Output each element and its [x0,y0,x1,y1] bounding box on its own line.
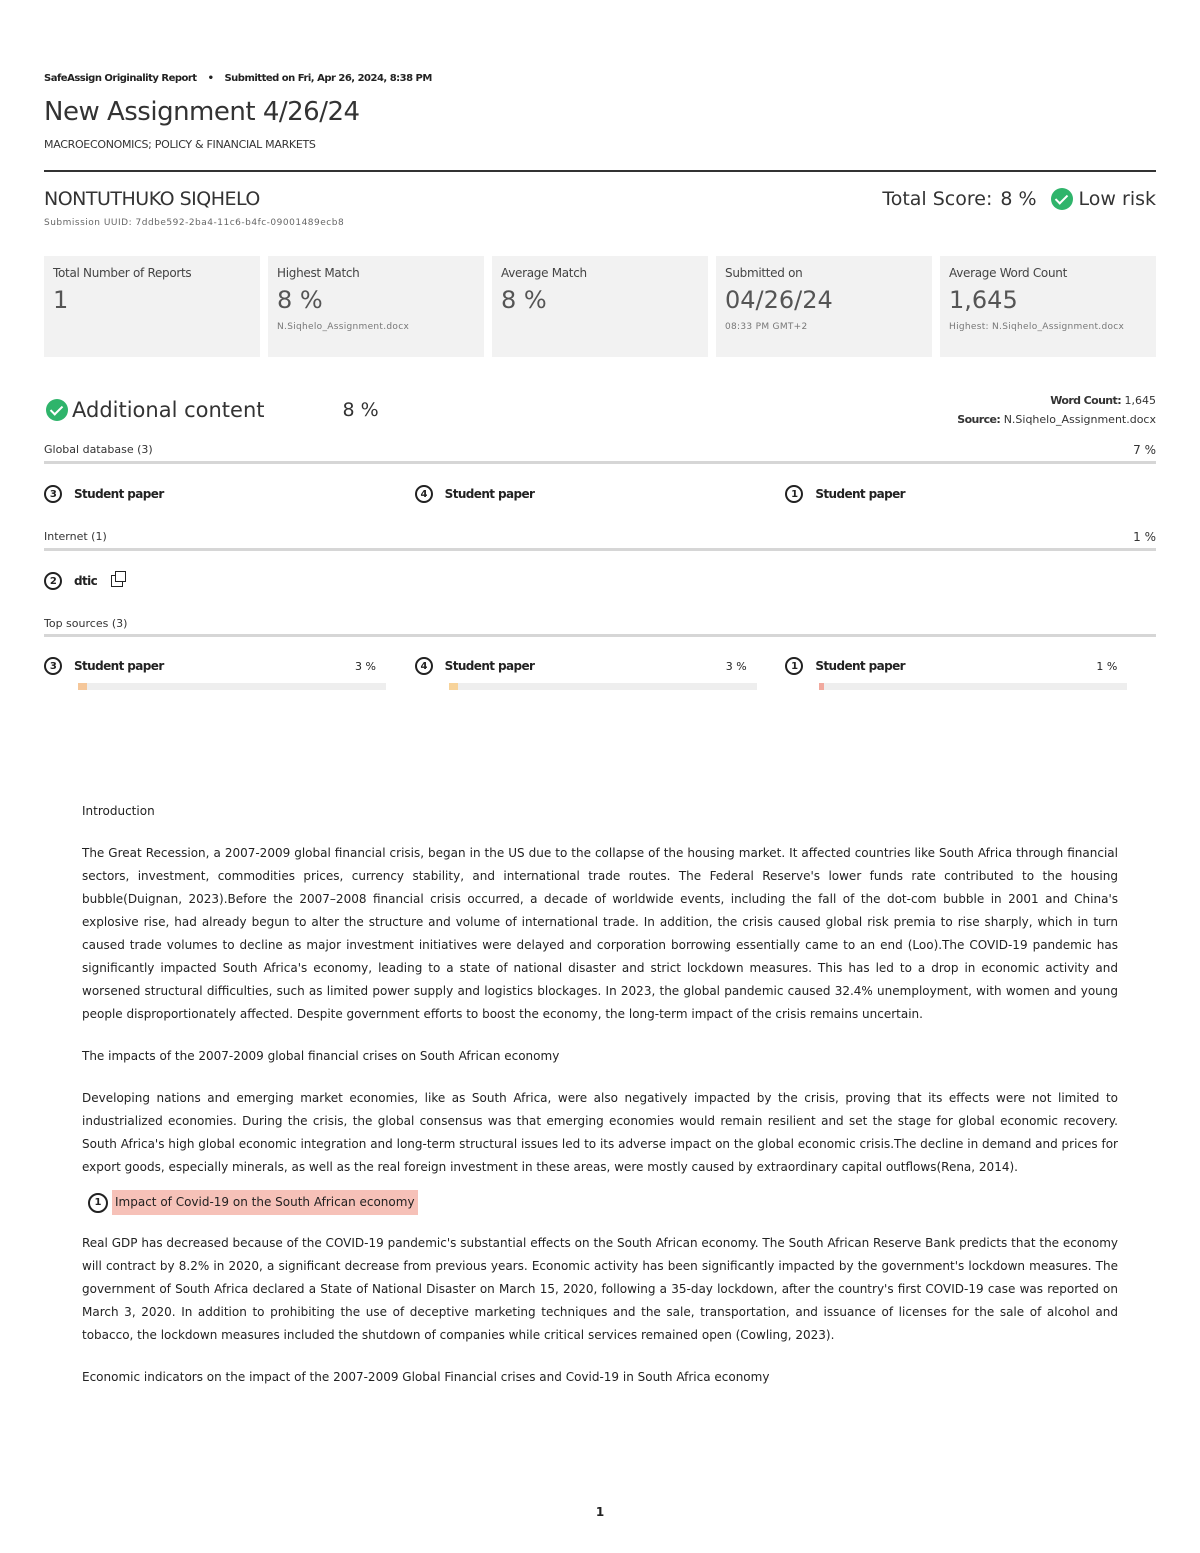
student-name: NONTUTHUKO SIQHELO [44,188,260,210]
page-number: 1 [595,1505,605,1519]
document-body [82,800,1118,1408]
source-number-badge: 1 [785,485,803,503]
card-label: Total Number of Reports [53,266,192,280]
source-item[interactable] [415,484,786,504]
card-value: 1 [53,286,69,314]
section-heading: The impacts of the 2007-2009 global financial crises on South African economy [82,1049,560,1063]
source-number-badge: 4 [415,485,433,503]
report-summary [44,60,1156,690]
source-item[interactable] [44,484,415,504]
card-value: 1,645 [949,286,1018,314]
card-label: Highest Match [277,266,360,280]
source-pct: 3 % [355,659,376,673]
card-value: 8 % [277,286,323,314]
source-number-badge: 3 [44,657,62,675]
paragraph: Developing nations and emerging market economies, like as South Africa, were also negatively impacted by the crisis, proving that its effects were not limited to industrialized economies. During the crisis, the global consensus was that emerging economies would remain resilient and set the stage for global economic recovery. South Africa's high global economic integration and long-term structural issues led to its adverse impact on the global economic crisis.The decline in demand and prices for export goods, especially minerals, as well as the real foreign investment in these areas, were mostly caused by extraordinary capital outflows(Rena, 2014). [82,1091,1118,1174]
submission-uuid: Submission UUID: 7ddbe592-2ba4-11c6-b4fc-09001489ecb8 [44,218,345,228]
top-sources-list [44,657,1156,690]
source-file[interactable]: N.Siqhelo_Assignment.docx [1003,413,1156,426]
additional-content-pct: 8 % [342,399,379,421]
top-source-item[interactable] [44,657,415,690]
report-meta [44,73,1156,84]
match-bar-fill [819,683,824,690]
global-database-label: Global database (3) [44,443,153,456]
card-value: 04/26/24 [725,286,833,314]
paragraph: Real GDP has decreased because of the COVID-19 pandemic's substantial effects on the South African economy. The South African Reserve Bank predicts that the economy will contract by 8.2% in 2020, a significant decrease from previous years. Economic activity has been significantly impacted by the government's lockdown measures. The government of South Africa declared a State of National Disaster on March 15, 2020, following a 35-day lockdown, after the country's first COVID-19 case was reported on March 3, 2020. In addition to prohibiting the use of deceptive marketing techniques and the sale, transportation, and issuance of licenses for the sale of alcohol and tobacco, the lockdown measures included the shutdown of companies while critical services remained open (Cowling, 2023). [82,1236,1118,1342]
additional-content-title: Additional content [72,398,265,422]
card-average-word-count [940,256,1156,357]
source-name: Student paper [815,487,905,501]
source-number-badge: 4 [415,657,433,675]
match-bar-fill [78,683,87,690]
source-name: Student paper [444,487,535,501]
divider [44,170,1156,172]
match-bar [78,683,386,690]
submitted-date: Submitted on Fri, Apr 26, 2024, 8:38 PM [224,73,432,84]
global-database-pct: 7 % [1133,443,1156,457]
highlighted-heading: Impact of Covid-19 on the South African economy [112,1190,418,1215]
global-database-header [44,443,1156,464]
match-bar-fill [449,683,458,690]
check-circle-icon [46,399,68,421]
risk-label: Low risk [1078,188,1156,210]
paragraph: The Great Recession, a 2007-2009 global financial crisis, began in the US due to the collapse of the housing market. It affected countries like South Africa through financial sectors, investment, commodities prices, currency stability, and international trade routes. The Federal Reserve's lower funds rate contributed to the housing bubble(Duignan, 2023).Before the 2007–2008 financial crisis occurred, a decade of worldwide events, including the fall of the dot-com bubble in 2001 and China's explosive rise, had already begun to alter the structure and volume of international trade. In addition, the crisis caused global risk premia to rise sharply, which in turn caused trade volumes to decline as major investment initiatives were delayed and corporation borrowing essentially came to an end (Loo).The COVID-19 pandemic has significantly impacted South Africa's economy, leading to a state of national disaster and strict lockdown measures. This has led to a drop in economic activity and worsened structural difficulties, such as limited power supply and logistics blockages. In 2023, the global pandemic caused 32.4% unemployment, with women and young people disproportionately affected. Despite government efforts to boost the economy, the long-term impact of the crisis remains uncertain. [82,846,1118,1021]
source-number-badge: 2 [44,572,62,590]
check-circle-icon [1051,188,1073,210]
section-heading: Economic indicators on the impact of the 2007-2009 Global Financial crises and Covid-19 in South Africa economy [82,1370,770,1384]
source-pct: 1 % [1096,659,1118,673]
report-name: SafeAssign Originality Report [44,73,197,84]
word-count-label: Word Count: [1050,394,1121,407]
source-name: Student paper [74,487,164,501]
source-item[interactable] [44,571,418,591]
card-label: Average Match [501,266,587,280]
card-average-match [492,256,708,357]
card-label: Average Word Count [949,266,1067,280]
stat-cards [44,256,1156,357]
matched-text[interactable] [88,1190,1118,1215]
card-highest-match [268,256,484,357]
source-name: Student paper [74,659,164,673]
internet-label: Internet (1) [44,530,107,543]
external-link-icon[interactable] [111,575,123,587]
source-number-badge: 1 [785,657,803,675]
source-item[interactable] [785,484,1156,504]
student-row [44,188,1156,228]
card-submitted-on [716,256,932,357]
additional-content-row [44,391,1156,429]
total-score [882,188,1156,210]
separator-dot: • [207,73,214,84]
card-sub: 08:33 PM GMT+2 [725,322,808,332]
match-bar [449,683,757,690]
source-name: dtic [74,574,98,588]
total-score-value: 8 % [1000,188,1037,210]
internet-sources [44,571,1156,591]
card-total-reports [44,256,260,357]
card-label: Submitted on [725,266,803,280]
top-source-item[interactable] [785,657,1156,690]
top-sources-header [44,617,1156,637]
top-sources-label: Top sources (3) [44,617,128,630]
source-number-badge: 1 [88,1193,108,1213]
total-score-label: Total Score: [882,188,993,210]
internet-pct: 1 % [1133,530,1156,544]
course-name: MACROECONOMICS; POLICY & FINANCIAL MARKETS [44,138,316,151]
source-pct: 3 % [725,659,747,673]
submission-info [957,391,1156,429]
assignment-title: New Assignment 4/26/24 [44,97,360,127]
source-name: Student paper [815,659,905,673]
word-count-value: 1,645 [1124,394,1156,407]
internet-header [44,530,1156,551]
match-bar [819,683,1127,690]
card-sub: N.Siqhelo_Assignment.docx [277,322,410,332]
card-value: 8 % [501,286,547,314]
source-number-badge: 3 [44,485,62,503]
card-sub: Highest: N.Siqhelo_Assignment.docx [949,322,1125,332]
source-label: Source: [957,413,1001,426]
section-heading: Introduction [82,804,155,818]
source-name: Student paper [444,659,535,673]
global-database-sources [44,484,1156,504]
top-source-item[interactable] [415,657,786,690]
